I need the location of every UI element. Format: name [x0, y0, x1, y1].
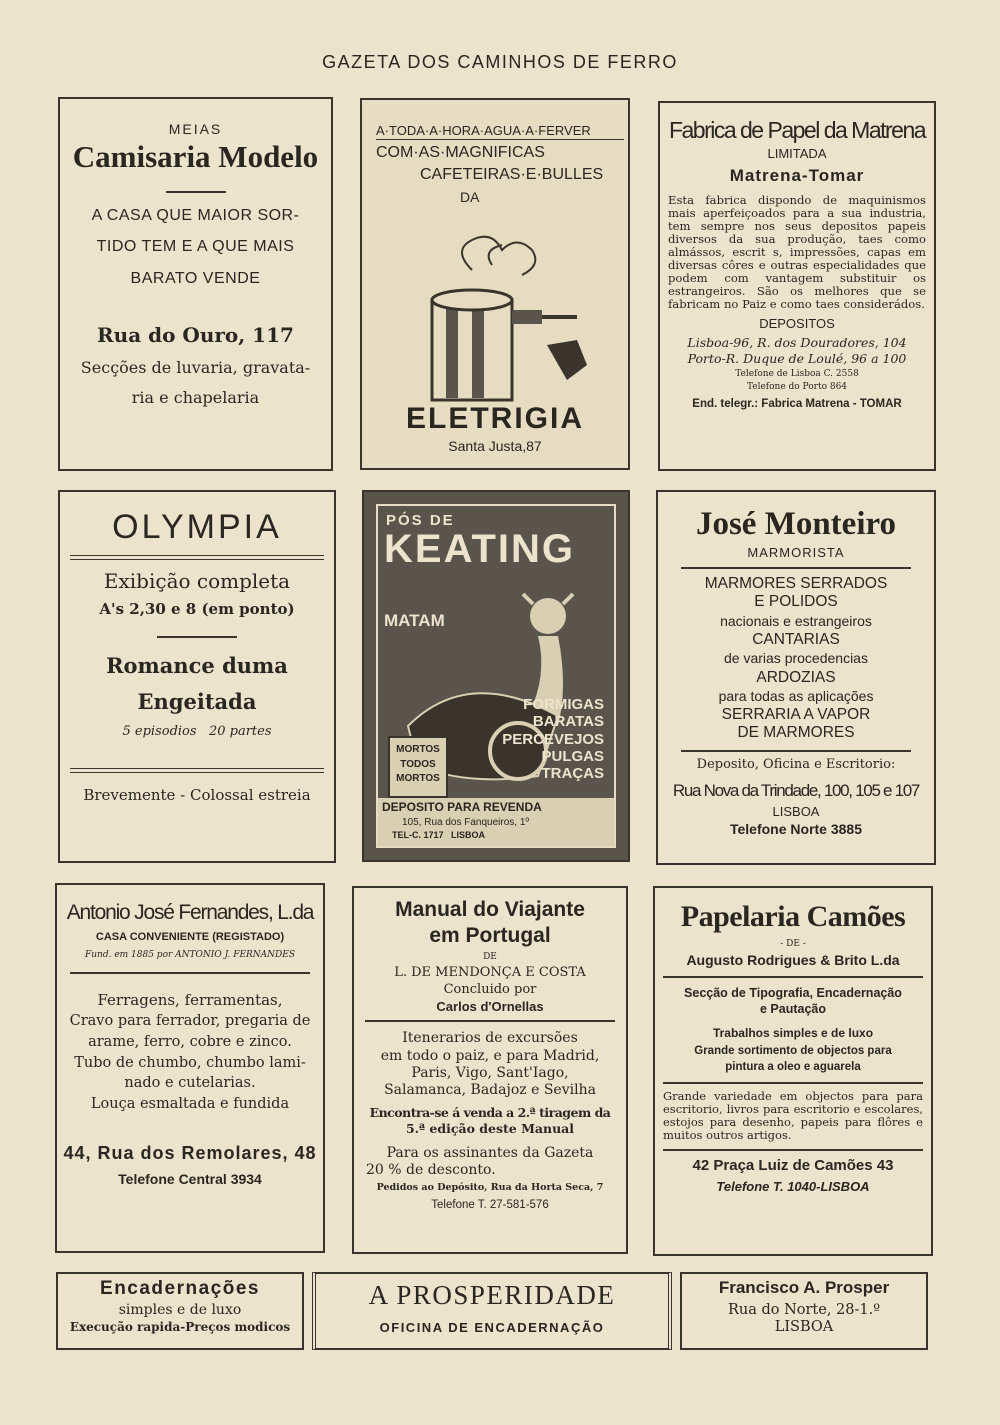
- manual-sale-2: 5.ª edição deste Manual: [405, 1121, 575, 1137]
- olympia-film-1: Romance duma: [106, 653, 288, 679]
- monteiro-name: José Monteiro: [695, 506, 897, 542]
- eletrigia-line-1: A·TODA·A·HORA·AGUA·A·FERVER: [376, 124, 624, 140]
- manual-author: L. DE MENDONÇA E COSTA: [394, 964, 586, 980]
- monteiro-line-6: ARDOZIAS: [756, 668, 836, 686]
- prosper-name: Francisco A. Prosper: [718, 1278, 890, 1297]
- camoes-body: Grande variedade em objectos para para escritorio, livros para escritorio e escolares, estojos para desenho, papeis para flôres e muitos outros artigos.: [663, 1088, 923, 1142]
- matrena-porto: Porto-R. Duque de Loulé, 96 a 100: [687, 351, 907, 367]
- coffee-pot-illustration: [402, 230, 602, 410]
- eletrigia-line-2: COM·AS·MAGNIFICAS: [376, 143, 545, 161]
- manual-title-2: em Portugal: [429, 924, 551, 948]
- keating-bug-1: FORMIGAS: [523, 696, 604, 713]
- matrena-tel-1: Telefone de Lisboa C. 2558: [735, 369, 859, 380]
- camoes-address: 42 Praça Luiz de Camões 43: [692, 1157, 894, 1175]
- camisaria-name: Camisaria Modelo: [72, 139, 319, 175]
- page-header: GAZETA DOS CAMINHOS DE FERRO: [322, 52, 678, 72]
- camisaria-address: Rua do Ouro, 117: [97, 322, 294, 347]
- olympia-episodes: 5 episodios 20 partes: [122, 723, 272, 739]
- matrena-deposits: DEPOSITOS: [759, 315, 835, 331]
- divider: [663, 976, 923, 978]
- divider: [681, 750, 911, 752]
- manual-discount-2: 20 % de desconto.: [366, 1161, 496, 1178]
- ad-keating: [362, 490, 630, 862]
- monteiro-line-8: SERRARIA A VAPOR: [721, 706, 871, 724]
- encad-tagline: Execução rapida-Preços modicos: [69, 1319, 291, 1334]
- eletrigia-line-4: DA: [460, 188, 480, 205]
- matrena-tel-2: Telefone do Porto 864: [746, 381, 848, 392]
- keating-deposit: DEPOSITO PARA REVENDA: [382, 800, 542, 814]
- manual-concluded: Concluido por: [443, 981, 537, 997]
- fernandes-tel: Telefone Central 3934: [118, 1171, 262, 1188]
- fernandes-line-2: Cravo para ferrador, pregaria de: [69, 1013, 311, 1030]
- ad-encadernacoes: [56, 1272, 304, 1350]
- ad-eletrigia: [360, 98, 630, 470]
- camoes-owner: Augusto Rodrigues & Brito L.da: [686, 951, 900, 968]
- keating-box-3: MORTOS: [396, 773, 440, 784]
- camoes-tel: Telefone T. 1040-LISBOA: [716, 1178, 870, 1194]
- manual-line-4: Salamanca, Badajoz e Sevilha: [384, 1081, 596, 1098]
- ad-camisaria-modelo: [58, 97, 333, 471]
- monteiro-address: Rua Nova da Trindade, 100, 105 e 107: [672, 780, 920, 800]
- keating-box-1: MORTOS: [396, 744, 440, 755]
- olympia-line-2: A's 2,30 e 8 (em ponto): [99, 600, 295, 619]
- keating-matam: MATAM: [384, 611, 445, 630]
- camisaria-tagline-2: TIDO TEM E A QUE MAIS: [96, 238, 295, 256]
- keating-address: 105, Rua dos Fanqueiros, 1º: [402, 816, 530, 828]
- divider: [157, 636, 237, 638]
- fernandes-name: Antonio José Fernandes, L.da: [66, 901, 314, 924]
- matrena-telegraph: End. telegr.: Fabrica Matrena - TOMAR: [692, 398, 902, 411]
- encad-title: Encadernações: [100, 1278, 260, 1299]
- camoes-name: Papelaria Camões: [680, 900, 906, 933]
- olympia-film-2: Engeitada: [137, 689, 257, 715]
- fernandes-line-5: nado e cutelarias.: [124, 1075, 256, 1092]
- manual-de: DE: [483, 952, 497, 963]
- camisaria-kicker: MEIAS: [168, 121, 223, 137]
- divider: [70, 555, 324, 560]
- manual-by: Carlos d'Ornellas: [436, 998, 544, 1014]
- keating-tel: TEL-C. 1717 LISBOA: [392, 830, 486, 841]
- fernandes-line-4: Tubo de chumbo, chumbo lami-: [74, 1054, 306, 1071]
- prosperidade-sub: OFICINA DE ENCADERNAÇÃO: [379, 1320, 605, 1336]
- divider: [663, 1082, 923, 1084]
- manual-discount-1: Para os assinantes da Gazeta: [386, 1144, 594, 1161]
- manual-title-1: Manual do Viajante: [395, 898, 585, 921]
- manual-line-3: Paris, Vigo, Sant'Iago,: [411, 1064, 569, 1081]
- manual-line-1: Itenerarios de excursões: [402, 1030, 578, 1047]
- monteiro-sub: MARMORISTA: [747, 544, 845, 560]
- eletrigia-line-3: CAFETEIRAS·E·BULLES: [420, 166, 604, 184]
- ad-fabrica-matrena: [658, 101, 936, 471]
- ad-francisco-prosper: [680, 1272, 928, 1350]
- ad-manual-viajante: [352, 886, 628, 1254]
- monteiro-deposit: Deposito, Oficina e Escritorio:: [696, 757, 896, 773]
- ad-jose-monteiro: [656, 490, 936, 865]
- monteiro-line-2: E POLIDOS: [754, 592, 838, 610]
- manual-tel: Telefone T. 27-581-576: [431, 1198, 549, 1211]
- camisaria-tagline-3: BARATO VENDE: [130, 269, 261, 287]
- keating-box-2: TODOS: [400, 758, 436, 770]
- prosper-city: LISBOA: [774, 1319, 834, 1336]
- divider: [663, 1149, 923, 1151]
- fernandes-sub: CASA CONVENIENTE (REGISTADO): [95, 931, 285, 944]
- olympia-line-1: Exibição completa: [103, 569, 291, 594]
- keating-bug-2: BARATAS: [532, 713, 604, 731]
- eletrigia-name: ELETRIGIA: [405, 402, 584, 435]
- ad-a-prosperidade: [312, 1272, 672, 1350]
- divider: [70, 768, 324, 773]
- ornament-divider: [365, 1020, 615, 1022]
- monteiro-line-7: para todas as aplicações: [718, 688, 874, 705]
- divider: [70, 972, 310, 974]
- matrena-lisboa: Lisboa-96, R. dos Douradores, 104: [687, 334, 907, 350]
- monteiro-line-3: nacionais e estrangeiros: [720, 612, 872, 629]
- divider: [681, 567, 911, 569]
- matrena-place: Matrena-Tomar: [729, 166, 865, 186]
- olympia-name: OLYMPIA: [112, 508, 282, 546]
- encad-sub: simples e de luxo: [118, 1301, 242, 1318]
- matrena-sub: LIMITADA: [767, 146, 827, 162]
- fernandes-address: 44, Rua dos Remolares, 48: [63, 1142, 317, 1163]
- camoes-section-2: e Pautação: [759, 1002, 826, 1017]
- prosper-address: Rua do Norte, 28-1.º: [727, 1301, 881, 1318]
- matrena-name: Fabrica de Papel da Matrena: [668, 117, 926, 143]
- fernandes-line-6: Louça esmaltada e fundida: [90, 1096, 290, 1113]
- monteiro-line-4: CANTARIAS: [752, 630, 840, 648]
- divider: [166, 191, 226, 193]
- manual-sale-1: Encontra-se á venda a 2.ª tiragem da: [369, 1104, 611, 1120]
- camoes-work: Trabalhos simples e de luxo: [712, 1025, 874, 1040]
- keating-name: KEATING: [384, 527, 576, 571]
- camoes-assortment-1: Grande sortimento de objectos para: [694, 1045, 892, 1058]
- eletrigia-address: Santa Justa,87: [448, 438, 542, 454]
- keating-top: PÓS DE: [386, 512, 455, 529]
- monteiro-line-5: de varias procedencias: [724, 650, 868, 667]
- keating-bug-4: PULGAS: [541, 747, 604, 765]
- camisaria-sections-1: Secções de luvaria, gravata-: [80, 357, 311, 377]
- ad-antonio-fernandes: [55, 883, 325, 1253]
- camisaria-tagline-1: A CASA QUE MAIOR SOR-: [91, 206, 300, 224]
- manual-line-2: em todo o paiz, e para Madrid,: [380, 1047, 600, 1064]
- camisaria-sections-2: ria e chapelaria: [131, 388, 260, 408]
- prosperidade-name: A PROSPERIDADE: [368, 1280, 616, 1310]
- camoes-section-1: Secção de Tipografia, Encadernação: [684, 985, 902, 1000]
- manual-orders: Pedidos ao Depósito, Rua da Horta Seca, 7: [376, 1181, 604, 1193]
- keating-bug-5: TRAÇAS: [541, 765, 604, 782]
- monteiro-tel: Telefone Norte 3885: [729, 821, 862, 838]
- matrena-body: Esta fabrica dispondo de maquinismos mais aperfeiçoados para a sua industria, tem sempre nos seus depositos papeis diversos da sua produção, taes como almássos, escrit s, impressões, capas em diversas côres e outras especialidades que podem com vantagem substituir os estrangeiros. São os melhores que se fabricam no Paiz e como taes considerádos.: [668, 192, 926, 311]
- fernandes-line-3: arame, ferro, cobre e zinco.: [88, 1034, 292, 1051]
- monteiro-line-9: DE MARMORES: [737, 724, 855, 742]
- fernandes-founded: Fund. em 1885 por ANTONIO J. FERNANDES: [85, 949, 295, 960]
- keating-box: [388, 736, 448, 798]
- monteiro-line-1: MARMORES SERRADOS: [704, 574, 888, 592]
- camoes-assortment-2: pintura a oleo e aguarela: [725, 1060, 861, 1073]
- ad-olympia: [58, 490, 336, 863]
- fernandes-line-1: Ferragens, ferramentas,: [97, 991, 283, 1010]
- olympia-soon: Brevemente - Colossal estreia: [83, 785, 311, 804]
- camoes-de: - DE -: [780, 938, 806, 949]
- monteiro-city: LISBOA: [772, 803, 820, 819]
- keating-bug-3: PERCEVEJOS: [502, 730, 604, 748]
- ad-papelaria-camoes: [653, 886, 933, 1256]
